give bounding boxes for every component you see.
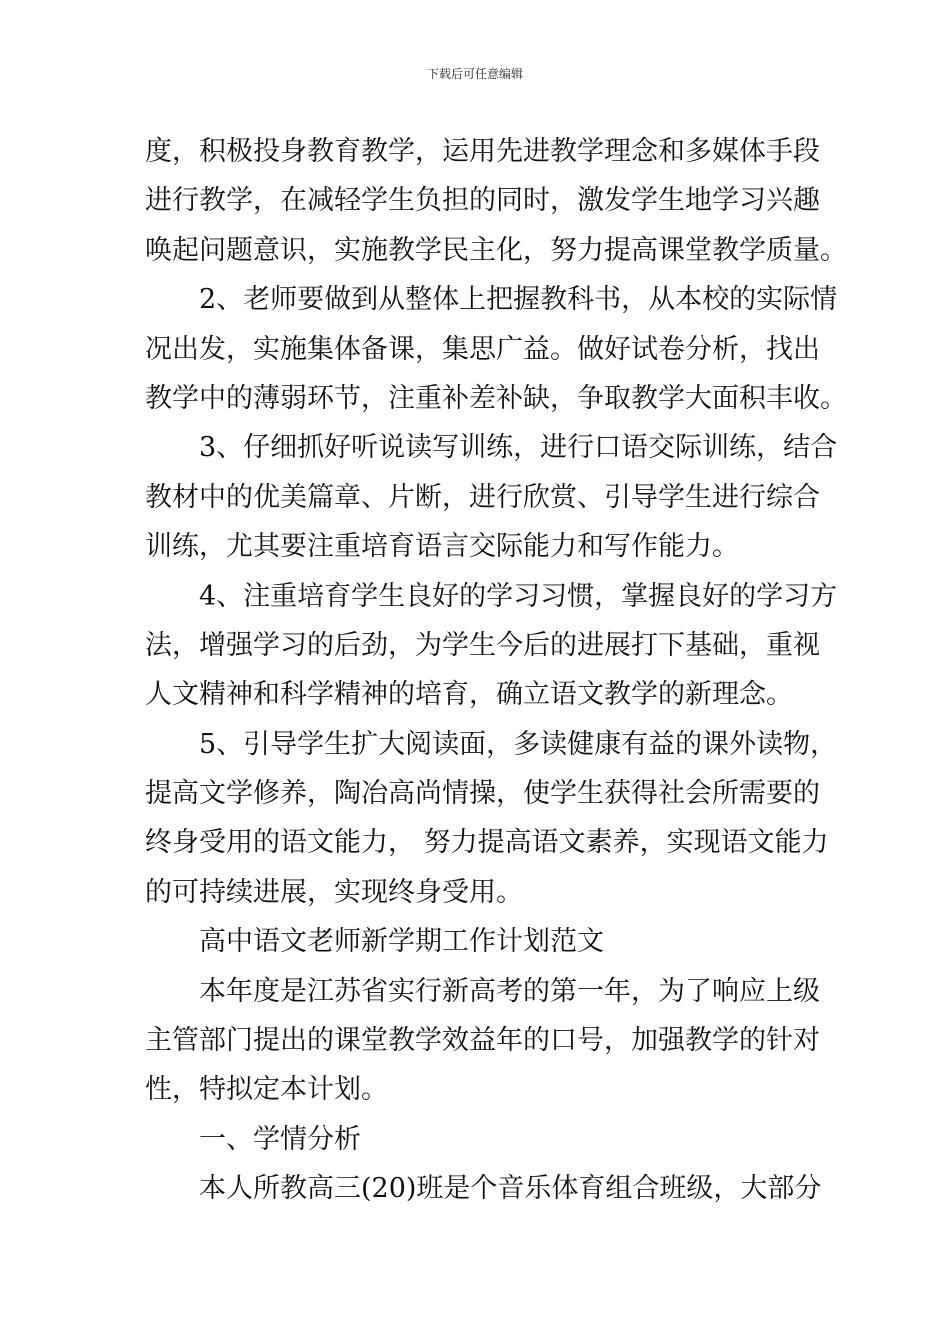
text-line-14: 提高文学修养，陶冶高尚情操，使学生获得社会所需要的 (145, 778, 820, 810)
text-line-18: 本年度是江苏省实行新高考的第一年，为了响应上级 (199, 975, 820, 1007)
text-line-9: 训练，尤其要注重培育语言交际能力和写作能力。 (145, 531, 739, 563)
text-line-19: 主管部门提出的课堂教学效益年的口号，加强教学的针对 (145, 1025, 820, 1057)
text-line-10: 4、注重培育学生良好的学习习惯，掌握良好的学习方 (199, 580, 838, 612)
text-line-8: 教材中的优美篇章、片断，进行欣赏、引导学生进行综合 (145, 481, 820, 513)
page-header: 下载后可任意编辑 (426, 67, 523, 81)
document-body (145, 127, 847, 1214)
text-line-13: 5、引导学生扩大阅读面，多读健康有益的课外读物， (199, 728, 838, 760)
section-title: 高中语文老师新学期工作计划范文 (199, 926, 604, 958)
subsection-heading: 一、学情分析 (199, 1123, 361, 1155)
text-line-2: 进行教学，在减轻学生负担的同时，激发学生地学习兴趣 (145, 185, 820, 217)
text-line-1: 度，积极投身教育教学，运用先进教学理念和多媒体手段 (145, 136, 820, 167)
text-line-5: 况出发，实施集体备课，集思广益。做好试卷分析，找出 (145, 333, 820, 365)
text-line-11: 法，增强学习的后劲，为学生今后的进展打下基础，重视 (145, 629, 820, 661)
text-line-15: 终身受用的语文能力， 努力提高语文素养，实现语文能力 (145, 827, 829, 859)
text-line-7: 3、仔细抓好听说读写训练，进行口语交际训练，结合 (199, 432, 838, 464)
text-line-4: 2、老师要做到从整体上把握教科书，从本校的实际情 (199, 284, 838, 316)
text-line-3: 唤起问题意识，实施教学民主化，努力提高课堂教学质量。 (145, 234, 847, 266)
text-line-20: 性，特拟定本计划。 (145, 1074, 388, 1106)
text-line-6: 教学中的薄弱环节，注重补差补缺，争取教学大面积丰收。 (145, 382, 847, 414)
text-line-12: 人文精神和科学精神的培育，确立语文教学的新理念。 (145, 679, 793, 711)
text-line-22: 本人所教高三(20)班是个音乐体育组合班级，大部分 (199, 1173, 822, 1205)
text-line-16: 的可持续进展，实现终身受用。 (145, 876, 523, 908)
